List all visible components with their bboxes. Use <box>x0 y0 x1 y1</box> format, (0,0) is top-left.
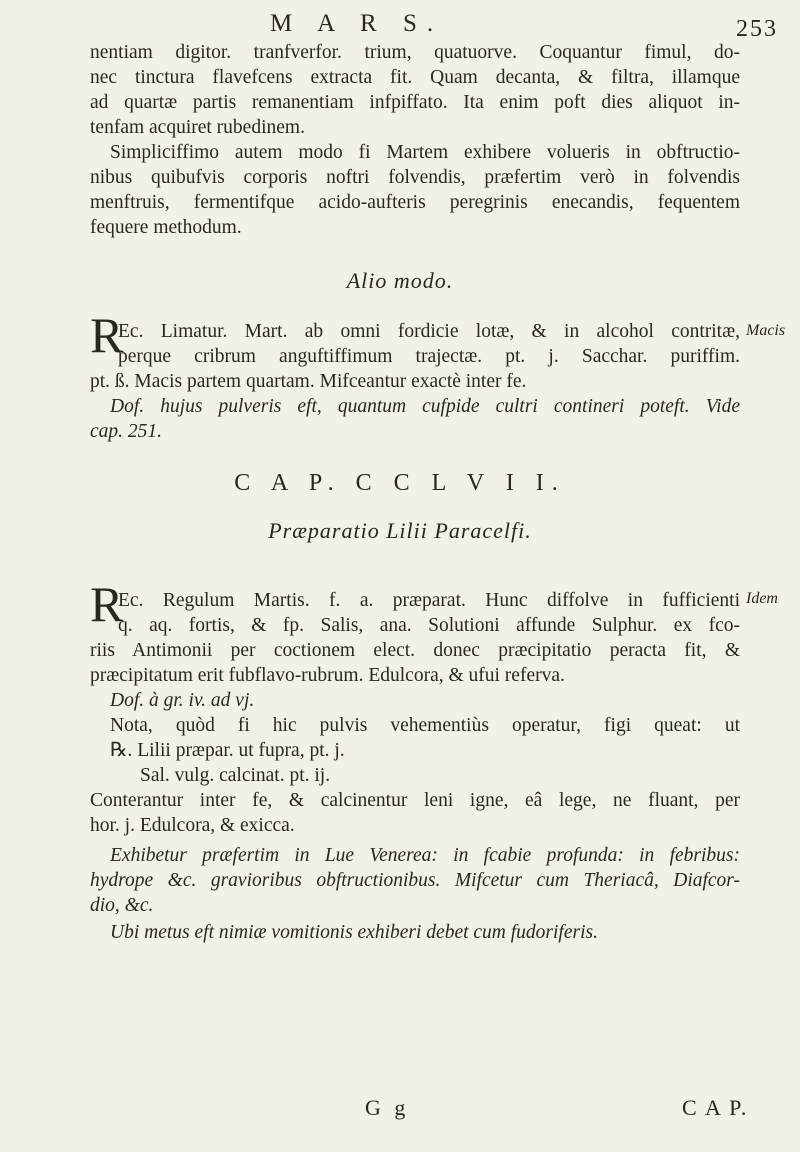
text-line: nec tinctura flavefcens extracta fit. Quam decanta, & filtra, illamque <box>90 67 740 88</box>
text-line: hor. j. Edulcora, & exicca. <box>90 815 295 836</box>
text-line: Dof. à gr. iv. ad vj. <box>110 690 255 711</box>
text-line: nibus quibufvis corporis noftri folvendis, præfertim verò in folvendis <box>90 167 740 188</box>
catchword: C A P. <box>682 1095 749 1120</box>
signature-mark: G g <box>365 1095 410 1120</box>
margin-note: Macis <box>746 322 786 339</box>
text-line: perque cribrum anguftiffimum trajectæ. pt. j. Sacchar. puriffim. <box>118 346 740 367</box>
page-number: 253 <box>736 16 778 42</box>
text-line: dio, &c. <box>90 895 154 916</box>
text-line: riis Antimonii per coctionem elect. donec præcipitatio peracta fit, & <box>90 640 740 661</box>
text-line: Ec. Limatur. Mart. ab omni fordicie lotæ, & in alcohol contritæ, <box>118 321 740 342</box>
text-line: pt. ß. Macis partem quartam. Mifceantur exactè inter fe. <box>90 371 527 392</box>
text-line: Conterantur inter fe, & calcinentur leni igne, eâ lege, ne fluant, per <box>90 790 740 811</box>
section-heading: Alio modo. <box>346 268 454 293</box>
text-line: Dof. hujus pulveris eft, quantum cufpide cultri contineri poteft. Vide <box>110 396 740 417</box>
text-line: fequere methodum. <box>90 217 242 238</box>
text-line: nentiam digitor. tranfverfor. trium, quatuorve. Coquantur fimul, do- <box>90 42 740 63</box>
text-line: ad quartæ partis remanentiam infpiffato. Ita enim poft dies aliquot in- <box>90 92 740 113</box>
text-line: Simpliciffimo autem modo fi Martem exhibere volueris in obftructio- <box>110 142 740 163</box>
text-line: ℞. Lilii præpar. ut fupra, pt. j. <box>110 740 345 761</box>
text-line: Nota, quòd fi hic pulvis vehementiùs operatur, figi queat: ut <box>110 715 740 736</box>
text-line: Ubi metus eft nimiæ vomitionis exhiberi debet cum fudoriferis. <box>110 922 598 943</box>
drop-cap: R <box>90 307 124 363</box>
text-line: q. aq. fortis, & fp. Salis, ana. Solutioni affunde Sulphur. ex fco- <box>118 615 740 636</box>
text-line: hydrope &c. gravioribus obftructionibus. Mifcetur cum Theriacâ, Diafcor- <box>90 870 740 891</box>
text-line: cap. 251. <box>90 421 163 442</box>
margin-note: Idem <box>746 590 778 607</box>
drop-cap: R <box>90 576 124 632</box>
text-line: Exhibetur præfertim in Lue Venerea: in fcabie profunda: in febribus: <box>110 845 740 866</box>
chapter-heading: C A P. C C L V I I. <box>234 470 566 496</box>
text-line: Sal. vulg. calcinat. pt. ij. <box>140 765 331 786</box>
chapter-title: Præparatio Lilii Paracelfi. <box>268 518 532 543</box>
text-line: tenfam acquiret rubedinem. <box>90 117 305 138</box>
text-line: Ec. Regulum Martis. f. a. præparat. Hunc diffolve in fufficienti <box>118 590 740 611</box>
text-line: præcipitatum erit fubflavo-rubrum. Edulcora, & ufui referva. <box>90 665 565 686</box>
text-line: menftruis, fermentifque acido-aufteris peregrinis enecandis, fequentem <box>90 192 740 213</box>
running-header: M A R S. <box>270 10 444 37</box>
